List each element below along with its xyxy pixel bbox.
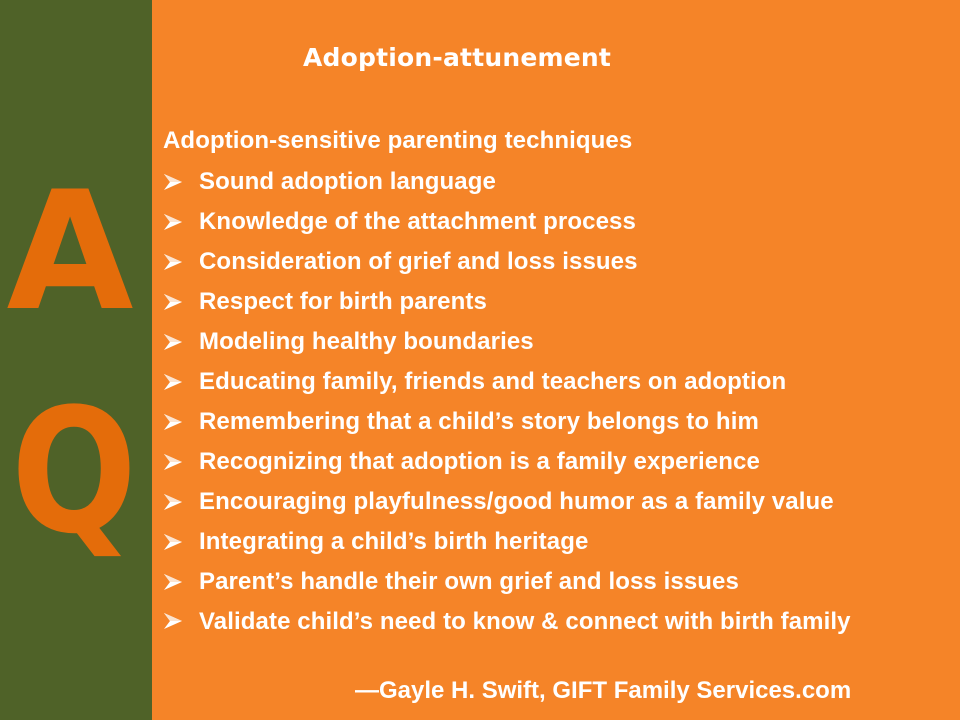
list-item-text: Integrating a child’s birth heritage [199, 528, 589, 555]
arrow-bullet-icon [163, 213, 183, 231]
arrow-bullet-icon [163, 533, 183, 551]
list-item [163, 522, 960, 562]
arrow-bullet-icon [163, 253, 183, 271]
arrow-bullet-icon [163, 293, 183, 311]
lead-heading: Adoption-sensitive parenting techniques [163, 127, 633, 154]
list-item-text: Remembering that a child’s story belongs to him [199, 408, 759, 435]
list-item-text: Modeling healthy boundaries [199, 328, 534, 355]
list-item [163, 562, 960, 602]
list-item [163, 202, 960, 242]
list-item [163, 602, 939, 645]
list-item [163, 282, 960, 322]
list-item-text: Educating family, friends and teachers on adoption [199, 368, 787, 395]
arrow-bullet-icon [163, 573, 183, 591]
list-item [163, 322, 960, 362]
list-item [163, 442, 960, 482]
list-item [163, 162, 960, 202]
arrow-bullet-icon [163, 413, 183, 431]
list-item-text: Encouraging playfulness/good humor as a family value [199, 488, 834, 515]
arrow-bullet-icon [163, 612, 183, 630]
list-item-text: Respect for birth parents [199, 288, 487, 315]
arrow-bullet-icon [163, 333, 183, 351]
list-item [163, 402, 960, 442]
list-item-text: Sound adoption language [199, 168, 496, 195]
list-item-text: Validate child’s need to know & connect with birth family [199, 608, 851, 635]
slide-title: Adoption-attunement [303, 43, 612, 72]
list-item [163, 362, 960, 402]
list-item [163, 242, 960, 282]
arrow-bullet-icon [163, 373, 183, 391]
side-panel [0, 0, 152, 720]
arrow-bullet-icon [163, 493, 183, 511]
bullet-list [163, 162, 960, 645]
list-item [163, 482, 960, 522]
list-item-text: Recognizing that adoption is a family experience [199, 448, 760, 475]
list-item-text: Consideration of grief and loss issues [199, 248, 638, 275]
list-item-text: Parent’s handle their own grief and loss issues [199, 568, 739, 595]
arrow-bullet-icon [163, 173, 183, 191]
attribution: —Gayle H. Swift, GIFT Family Services.com [355, 677, 852, 704]
letter-q: Q [11, 371, 137, 572]
list-item-text: Knowledge of the attachment process [199, 208, 636, 235]
content-area [163, 122, 960, 645]
letter-a: A [6, 156, 134, 347]
arrow-bullet-icon [163, 453, 183, 471]
